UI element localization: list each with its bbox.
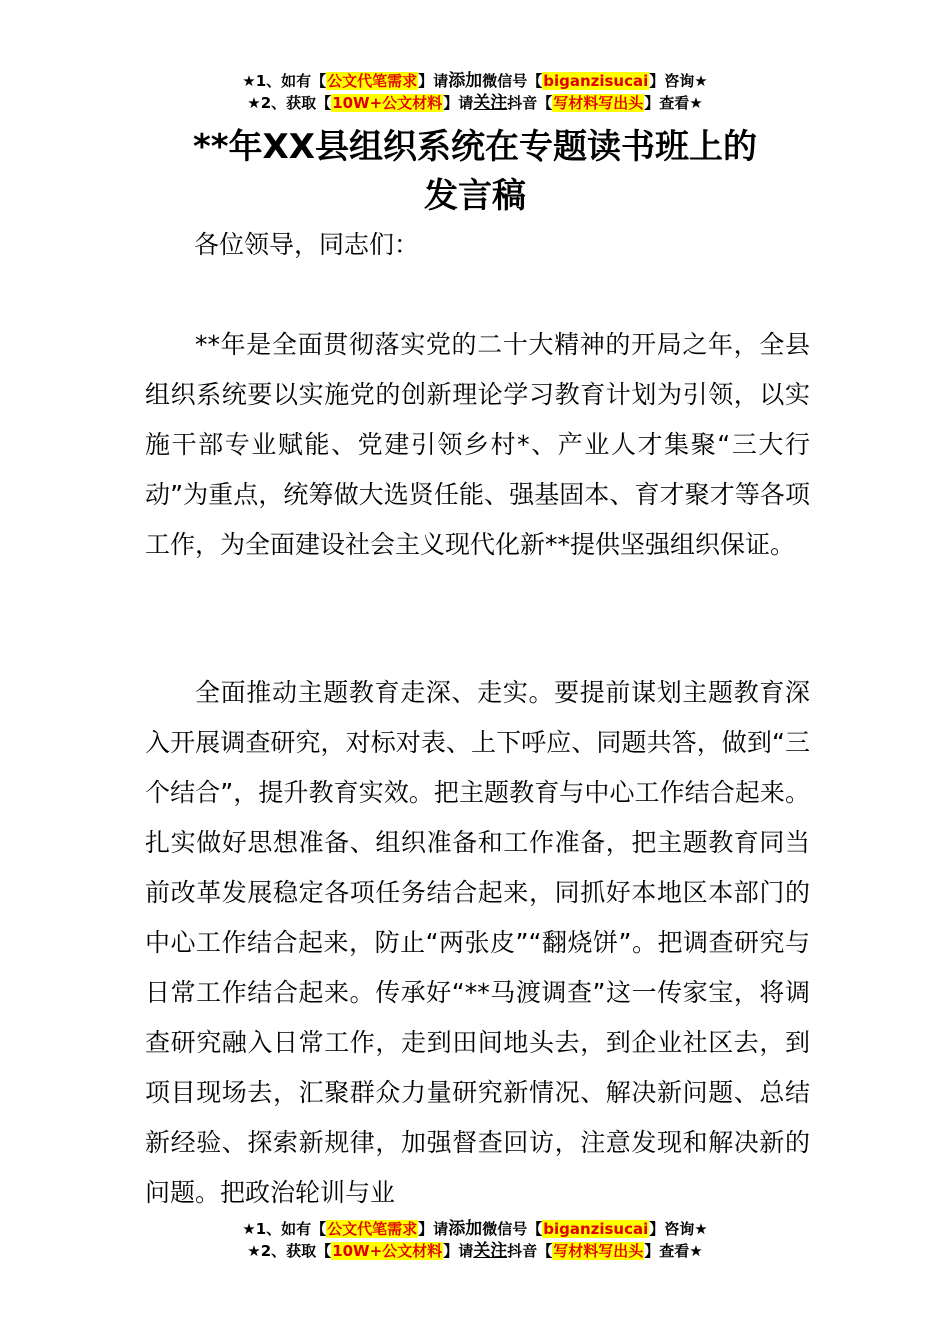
promo-highlight-douyin: 写材料写出头 — [553, 1242, 644, 1260]
promo-line-2: ★2、获取【10W+公文材料】请关注抖音【写材料写出头】查看★ — [247, 93, 703, 113]
promo-highlight-douyin: 写材料写出头 — [553, 94, 644, 112]
promo-highlight-materials: 10W+公文材料 — [332, 1242, 443, 1260]
greeting: 各位领导，同志们： — [194, 230, 420, 259]
promo-footer — [0, 1218, 950, 1262]
promo-line-1: ★1、如有【公文代笔需求】请添加微信号【biganzisucai】咨询★ — [242, 1219, 708, 1239]
document-title: **年XX县组织系统在专题读书班上的 — [193, 127, 757, 167]
paragraph-intro: **年是全面贯彻落实党的二十大精神的开局之年，全县组织系统要以实施党的创新理论学习教育计划为引领，以实施干部专业赋能、党建引领乡村*、产业人才集聚“三大行动”为重点，统筹做大选贤任能、强基固本、育才聚才等各项工作，为全面建设社会主义现代化新**提供坚强组织保证。 — [145, 330, 810, 559]
promo-line-2: ★2、获取【10W+公文材料】请关注抖音【写材料写出头】查看★ — [247, 1241, 703, 1261]
promo-highlight-materials: 10W+公文材料 — [332, 94, 443, 112]
paragraph-theme-education: 全面推动主题教育走深、走实。要提前谋划主题教育深入开展调查研究，对标对表、上下呼应、同题共答，做到“三个结合”，提升教育实效。把主题教育与中心工作结合起来。扎实做好思想准备、组织准备和工作准备，把主题教育同当前改革发展稳定各项任务结合起来，同抓好本地区本部门的中心工作结合起来，防止“两张皮”“翻烧饼”。把调查研究与日常工作结合起来。传承好“**马渡调查”这一传家宝，将调查研究融入日常工作，走到田间地头去，到企业社区去，到项目现场去，汇聚群众力量研究新情况、解决新问题、总结新经验、探索新规律，加强督查回访，注意发现和解决新的问题。把政治轮训与业 — [145, 678, 810, 1207]
promo-highlight-service: 公文代笔需求 — [327, 1220, 418, 1238]
promo-highlight-wechat: biganzisucai — [543, 1220, 649, 1238]
promo-line-1: ★1、如有【公文代笔需求】请添加微信号【biganzisucai】咨询★ — [242, 71, 708, 91]
promo-highlight-wechat: biganzisucai — [543, 72, 649, 90]
promo-header — [0, 70, 950, 114]
document-title-line-2: 发言稿 — [424, 176, 526, 216]
promo-highlight-service: 公文代笔需求 — [327, 72, 418, 90]
